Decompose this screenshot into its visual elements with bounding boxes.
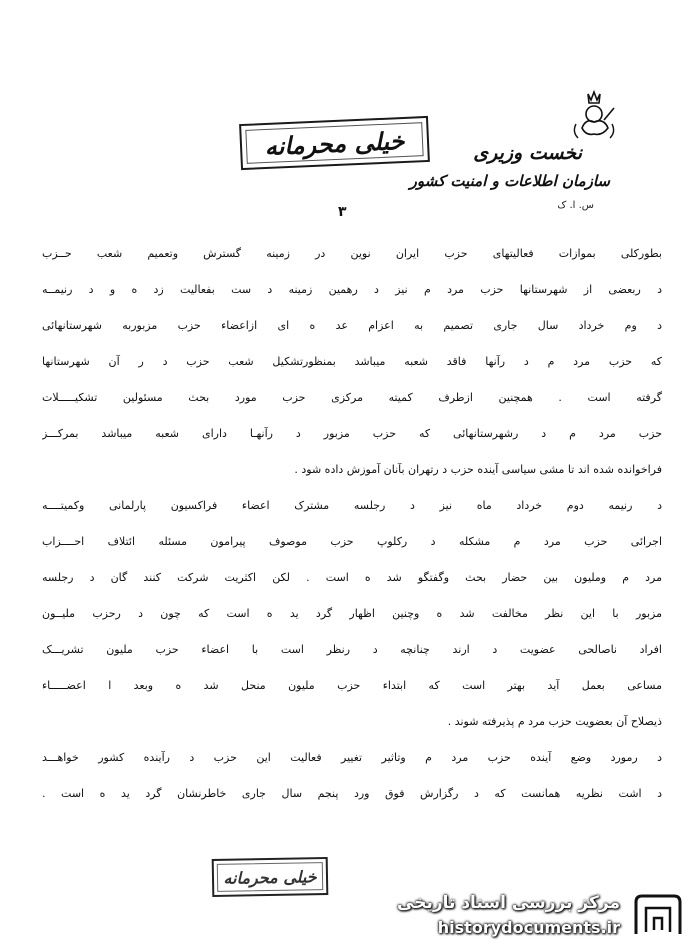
body-line: د اشت نظریه همانست که د رگزارش فوق ورد پنجم سال جاری خاطرنشان گرد ید ه است . bbox=[42, 787, 662, 800]
body-line: مرد م وملیون بین حضار بحث وگفتگو شد ه است . لکن اکثریت شرکت کنند گان د رجلسه bbox=[42, 571, 662, 584]
body-line: فراخوانده شده اند تا مشی سیاسی آینده حزب د رتهران بآنان آموزش داده شود . bbox=[294, 463, 662, 476]
classification-stamp bbox=[239, 116, 430, 170]
body-line: که حزب مرد م د رآنها فاقد شعبه میباشد بمنظورتشکیل شعب حزب د ر آن شهرستانها bbox=[42, 355, 662, 368]
body-line: د ربعضی از شهرستانها حزب مرد م نیز د رهمین زمینه د ست بفعالیت زد ه و د رنیمــه bbox=[42, 283, 662, 296]
body-line: د رمورد وضع آینده حزب مرد م وتاثیر تغییر فعالیت این حزب د رآینده کشور خواهـــد bbox=[42, 751, 662, 764]
archive-watermark-url: historydocuments.ir bbox=[437, 918, 620, 937]
body-line: حزب مرد م د رشهرستانهائی که حزب مزبور د رآنهـا دارای شعبه میباشد بمرکـــز bbox=[42, 427, 662, 440]
body-line: بطورکلی بموازات فعالیتهای حزب ایران نوین در زمینه گسترش وتعمیم شعب حــزب bbox=[42, 247, 662, 260]
body-line: د وم خرداد سال جاری تصمیم به اعزام عد ه ای ازاعضاء حزب مزبوربه شهرستانهائی bbox=[42, 319, 662, 332]
reference-code: س. ا. ک bbox=[557, 200, 594, 211]
page-number: ۳ bbox=[338, 204, 347, 220]
body-line: مساعی بعمل آید بهتر است که ابتداء حزب ملیون منحل شد ه وبعد ا اعضـــــاء bbox=[42, 679, 662, 692]
body-line: گرفته است . همچنین ازطرف کمیته مرکزی حزب مورد بحث مسئولین تشکیـــــلات bbox=[42, 391, 662, 404]
lion-and-sun-emblem-icon bbox=[564, 88, 624, 148]
body-line: اجرائی حزب مرد م مشکله د رکلوپ حزب موصوف پیرامون مسئله ائتلاف احــــزاب bbox=[42, 535, 662, 548]
bottom-stamp-label: خیلی محرمانه bbox=[223, 866, 317, 888]
body-line: مزبور با این نظر مخالفت شد ه وچنین اظهار گرد ید ه است که چون د رحزب ملیــون bbox=[42, 607, 662, 620]
bottom-classification-stamp bbox=[212, 857, 329, 897]
ministry-name: نخست وزیری bbox=[473, 142, 582, 164]
body-line: د رنیمه دوم خرداد ماه نیز د رجلسه مشترک اعضاء فراکسیون پارلمانی وکمیتــــه bbox=[42, 499, 662, 512]
body-line: ذیصلاح آن بعضویت حزب مرد م پذیرفته شوند . bbox=[447, 715, 662, 728]
organization-name: سازمان اطلاعات و امنیت کشور bbox=[409, 172, 610, 190]
archive-logo-icon bbox=[628, 890, 688, 940]
body-line: افراد ناصالحی عضویت د ارند چنانچه د رنظر است با اعضاء حزب ملیون تشریـــک bbox=[42, 643, 662, 656]
archive-watermark-title: مرکز بررسی اسناد تاریخی bbox=[397, 893, 620, 913]
document-body bbox=[42, 236, 662, 812]
classification-label: خیلی محرمانه bbox=[264, 125, 405, 161]
